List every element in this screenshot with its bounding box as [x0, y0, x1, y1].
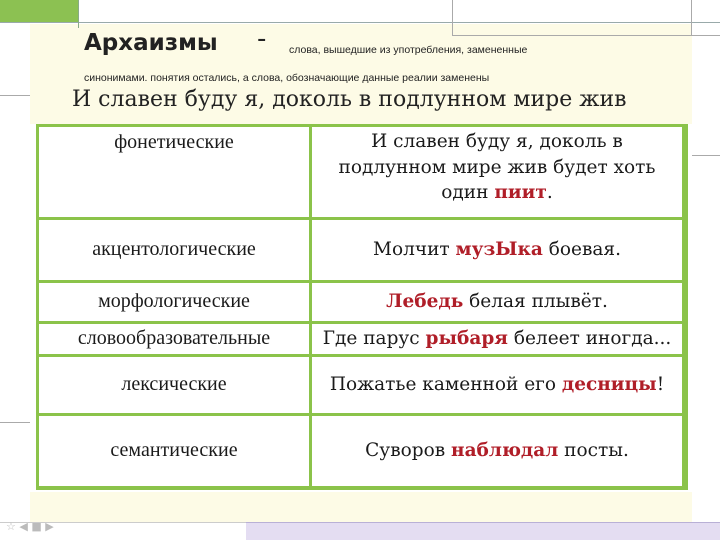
footer-background	[30, 492, 692, 522]
corner-box	[691, 0, 720, 36]
example-text: И славен буду я, доколь в подлунном мире жив будет хоть один	[338, 131, 656, 204]
example-text: белеет иногда...	[507, 328, 672, 350]
example-text: Пожатье каменной его	[329, 374, 562, 396]
divider-line	[0, 22, 720, 23]
table-cell-example	[312, 220, 682, 280]
back-icon[interactable]: ◀	[19, 520, 28, 533]
quote-line: И славен буду я, доколь в подлунном мире жив	[72, 87, 627, 112]
table-cell-type: словообразовательные	[39, 324, 309, 354]
divider-line	[0, 95, 30, 96]
example-text: Молчит	[373, 239, 456, 261]
example-text: Где парус	[322, 328, 426, 350]
divider-line	[452, 35, 720, 36]
menu-icon[interactable]: ■	[31, 520, 42, 533]
table-cell-example	[312, 357, 682, 413]
highlighted-word: наблюдал	[451, 440, 559, 462]
table-cell-type: фонетические	[39, 127, 309, 217]
definition-line-1: слова, вышедшие из употребления, замененные	[289, 44, 528, 56]
divider-line	[0, 422, 30, 423]
example-text: !	[656, 374, 665, 396]
slide-title: Архаизмы	[84, 30, 218, 56]
example-text: .	[546, 182, 553, 204]
corner-accent	[0, 0, 78, 22]
footer-bar	[246, 522, 720, 540]
slide-nav	[6, 520, 54, 533]
archaisms-table	[36, 124, 688, 490]
table-cell-example	[312, 127, 682, 217]
table-cell-type: морфологические	[39, 283, 309, 321]
title-dash: -	[257, 24, 267, 54]
table-cell-example	[312, 324, 682, 354]
divider-line	[78, 0, 79, 28]
divider-line	[452, 0, 453, 36]
example-text: боевая.	[542, 239, 621, 261]
example-text: Суворов	[365, 440, 452, 462]
table-cell-type: акцентологические	[39, 220, 309, 280]
table-cell-example	[312, 416, 682, 486]
forward-icon[interactable]: ▶	[45, 520, 54, 533]
table-cell-type: семантические	[39, 416, 309, 486]
highlighted-word: десницы	[561, 374, 657, 396]
home-icon[interactable]: ☆	[6, 520, 16, 533]
highlighted-word: Лебедь	[386, 291, 464, 313]
highlighted-word: музЫка	[455, 239, 543, 261]
divider-line	[692, 155, 720, 156]
table-cell-example	[312, 283, 682, 321]
example-text: белая плывёт.	[463, 291, 608, 313]
highlighted-word: пиит	[494, 182, 547, 204]
example-text: посты.	[558, 440, 629, 462]
highlighted-word: рыбаря	[425, 328, 508, 350]
definition-line-2: синонимами. понятия остались, а слова, обозначающие данные реалии заменены	[84, 72, 490, 84]
table-cell-type: лексические	[39, 357, 309, 413]
